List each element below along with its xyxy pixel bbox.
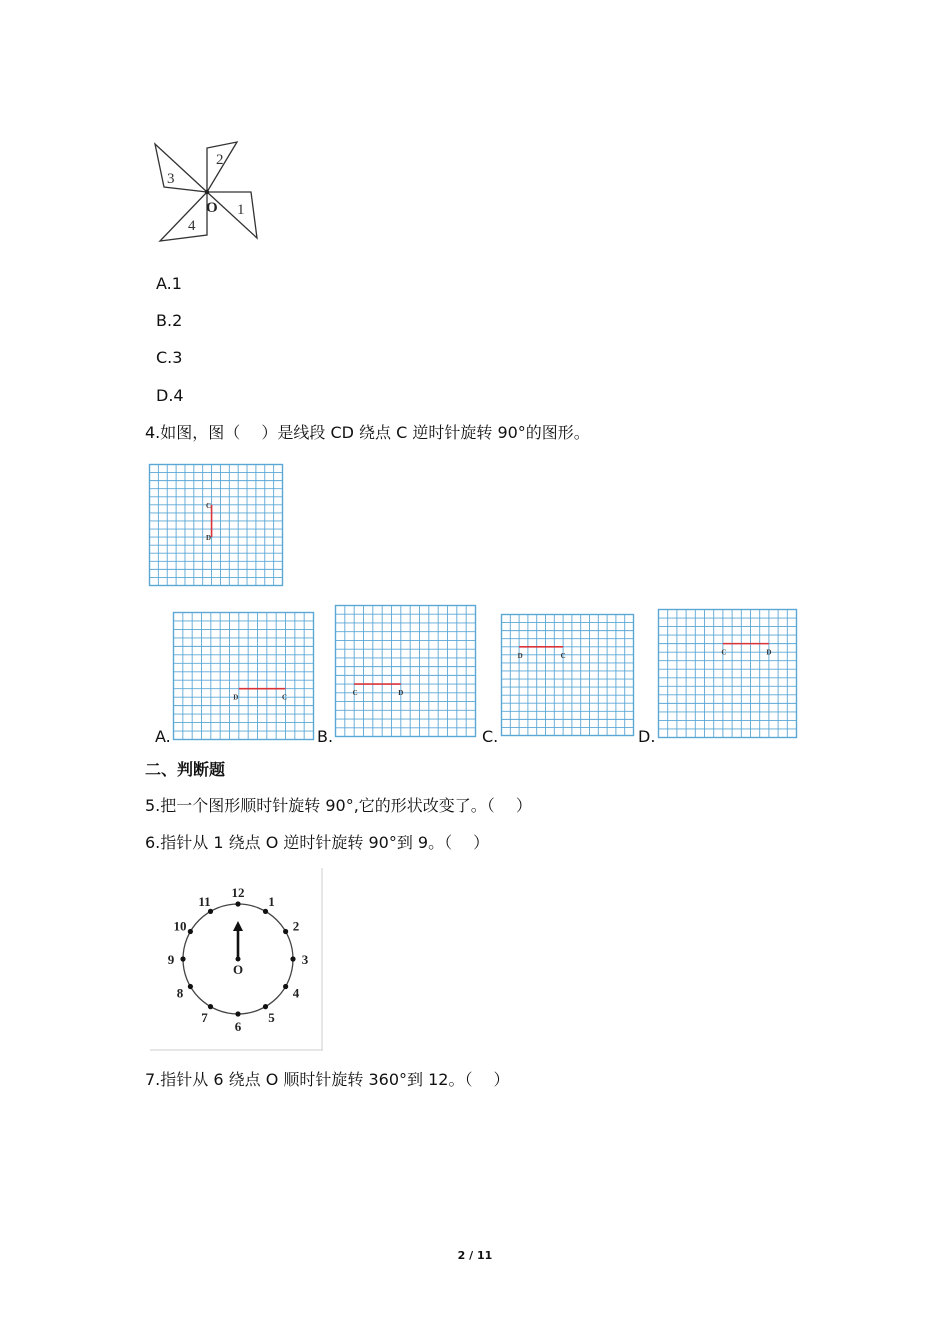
clock-number: 4 <box>292 985 300 1001</box>
q3-option-b[interactable]: B.2 <box>156 311 183 330</box>
clock-tick <box>208 909 213 914</box>
clock-tick <box>283 984 288 989</box>
clock-center-label: O <box>232 962 244 977</box>
pinwheel-center-label: O <box>206 200 218 216</box>
clock-tick <box>283 929 288 934</box>
clock-figure <box>150 868 324 1052</box>
pinwheel-label-2: 2 <box>216 152 224 168</box>
pinwheel-blade-4 <box>160 192 207 241</box>
q5-question: 5.把一个图形顺时针旋转 90°,它的形状改变了。（ ） <box>145 796 532 815</box>
point-label: D <box>233 693 239 702</box>
grid-option-c-figure <box>500 613 635 737</box>
point-label: D <box>517 651 523 660</box>
point-label: D <box>766 648 772 657</box>
point-label: C <box>281 693 288 702</box>
clock-number: 1 <box>268 893 275 909</box>
q4-option-d[interactable]: D. <box>638 727 656 746</box>
clock-number: 11 <box>198 893 211 909</box>
clock-number: 12 <box>231 885 245 900</box>
point-label: C <box>352 689 358 698</box>
clock-tick <box>263 909 268 914</box>
clock-number: 5 <box>268 1010 275 1026</box>
q6-question: 6.指针从 1 绕点 O 逆时针旋转 90°到 9。（ ） <box>145 833 490 852</box>
point-label: D <box>206 534 212 543</box>
grid-option-d-figure <box>657 608 798 739</box>
q4-question: 4.如图，图（ ）是线段 CD 绕点 C 逆时针旋转 90°的图形。 <box>145 423 590 442</box>
pinwheel-label-1: 1 <box>237 202 245 218</box>
pinwheel-figure <box>150 140 265 245</box>
clock-number: 6 <box>234 1019 242 1034</box>
q4-option-a[interactable]: A. <box>155 727 171 746</box>
clock-tick <box>263 1004 268 1009</box>
clock-tick <box>188 929 193 934</box>
q3-option-c[interactable]: C.3 <box>156 348 183 367</box>
point-label: C <box>721 648 727 657</box>
point-label: C <box>560 651 566 660</box>
grid-option-b-figure <box>334 604 477 738</box>
pinwheel-label-4: 4 <box>188 218 196 234</box>
section-title: 二、判断题 <box>145 760 226 779</box>
clock-number: 3 <box>301 952 309 967</box>
point-label: C <box>206 501 212 510</box>
grid-option-a-figure <box>172 611 315 741</box>
point-label: D <box>398 689 404 698</box>
clock-number: 8 <box>176 985 184 1001</box>
clock-tick <box>180 956 185 961</box>
clock-tick <box>188 984 193 989</box>
clock-tick <box>235 901 240 906</box>
clock-tick <box>235 1011 240 1016</box>
pinwheel-blade-3 <box>155 144 207 192</box>
q3-option-d[interactable]: D.4 <box>156 386 184 405</box>
grid-original-figure <box>148 463 284 587</box>
q4-option-c[interactable]: C. <box>482 727 499 746</box>
clock-tick <box>290 956 295 961</box>
page-number: 2 / 11 <box>457 1249 493 1262</box>
clock-number: 10 <box>173 918 187 934</box>
clock-number: 2 <box>292 918 300 934</box>
clock-number: 7 <box>201 1010 208 1026</box>
q3-option-a[interactable]: A.1 <box>156 274 182 293</box>
pinwheel-label-3: 3 <box>167 171 175 187</box>
q7-question: 7.指针从 6 绕点 O 顺时针旋转 360°到 12。（ ） <box>145 1070 510 1089</box>
clock-tick <box>208 1004 213 1009</box>
q4-option-b[interactable]: B. <box>317 727 334 746</box>
clock-hand-arrow <box>233 921 243 931</box>
clock-number: 9 <box>167 952 175 967</box>
